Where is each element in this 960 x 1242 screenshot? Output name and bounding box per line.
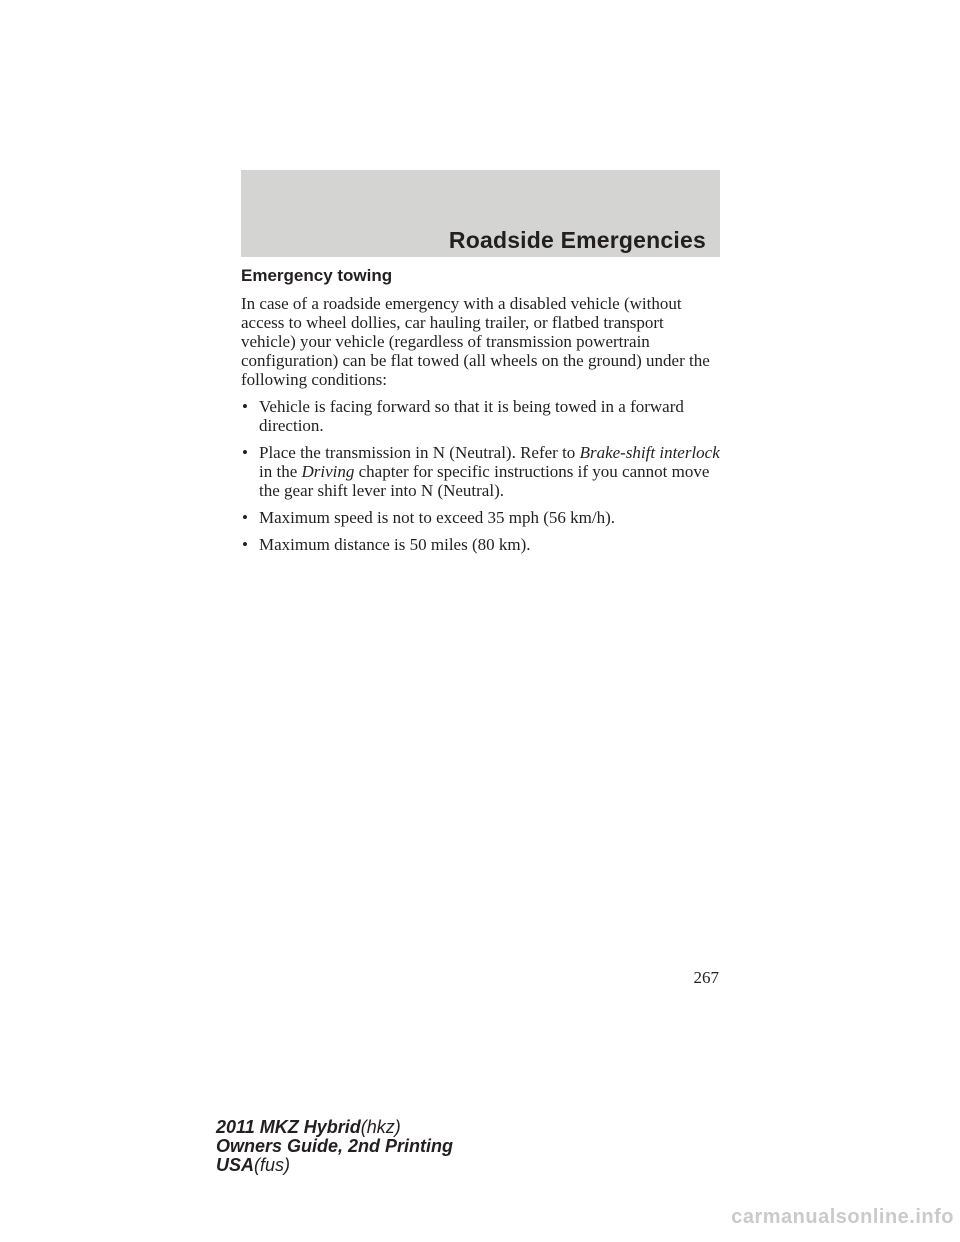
list-item-text: Vehicle is facing forward so that it is being towed in a forward direction. xyxy=(259,397,684,435)
list-item-text: Maximum speed is not to exceed 35 mph (56 km/h). xyxy=(259,508,615,527)
list-item xyxy=(241,443,721,500)
main-content xyxy=(241,266,721,562)
list-item-text: in the xyxy=(259,462,302,481)
watermark: carmanualsonline.info xyxy=(731,1206,954,1228)
list-item xyxy=(241,535,721,554)
cross-reference-brake-shift-interlock: Brake-shift interlock xyxy=(579,443,720,462)
conditions-list xyxy=(241,397,721,554)
section-header-band xyxy=(241,170,720,257)
footer-model-name: 2011 MKZ Hybrid xyxy=(216,1117,361,1137)
page-number: 267 xyxy=(693,968,719,987)
footer-market: USA xyxy=(216,1155,255,1175)
list-item xyxy=(241,397,721,435)
intro-paragraph: In case of a roadside emergency with a disabled vehicle (without access to wheel dollies, car hauling trailer, or flatbed transport vehicle) your vehicle (regardless of transmission powertrain configuration) can be flat towed (all wheels on the ground) under the following conditions: xyxy=(241,294,710,389)
bullet-icon: • xyxy=(242,443,248,462)
footer-printing: Owners Guide, 2nd Printing xyxy=(216,1136,454,1156)
footer-line-model xyxy=(216,1118,453,1137)
list-item-text: Place the transmission in N (Neutral). Refer to xyxy=(259,443,580,462)
section-heading: Emergency towing xyxy=(241,266,393,285)
footer-line-market xyxy=(216,1156,453,1175)
list-item xyxy=(241,508,721,527)
list-item-text: chapter for specific instructions if you cannot move the gear shift lever into N (Neutral). xyxy=(259,462,710,500)
bullet-icon: • xyxy=(242,397,248,416)
bullet-icon: • xyxy=(242,535,248,554)
section-title: Roadside Emergencies xyxy=(448,227,706,253)
list-item-text: Maximum distance is 50 miles (80 km). xyxy=(259,535,531,554)
document-footer xyxy=(216,1118,453,1175)
bullet-icon: • xyxy=(242,508,248,527)
footer-model-code: (hkz) xyxy=(360,1117,401,1137)
footer-market-code: (fus) xyxy=(254,1155,291,1175)
cross-reference-driving-chapter: Driving xyxy=(301,462,355,481)
